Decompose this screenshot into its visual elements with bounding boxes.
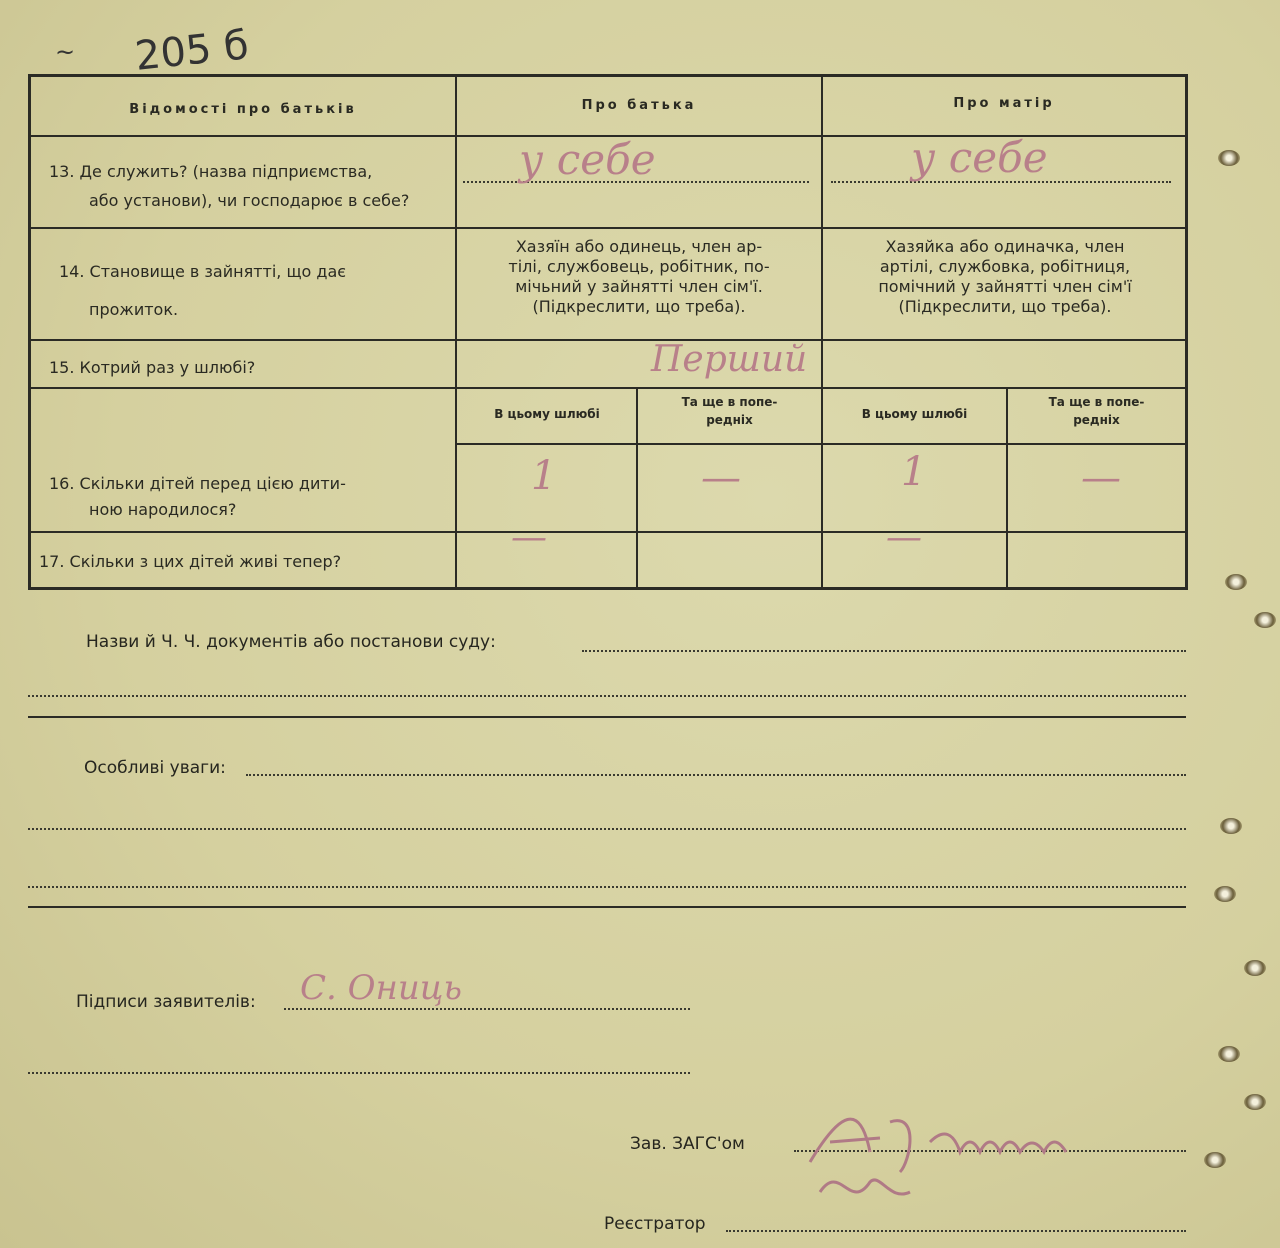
remarks-line [246, 774, 1186, 776]
table-divider [455, 77, 457, 587]
table-divider [31, 227, 1185, 229]
mother-children-alive-value: — [886, 517, 922, 558]
mother-option-line: (Підкреслити, що треба). [898, 297, 1112, 316]
mother-workplace-value: у себе [911, 133, 1048, 182]
mother-option-line: Хазяйка або одиначка, член [885, 237, 1125, 256]
header-father: Про батька [581, 98, 697, 113]
row15-label: 15. Котрий раз у шлюбі? [49, 358, 256, 377]
remarks-line [28, 886, 1186, 888]
father-children-this-value: 1 [531, 453, 557, 499]
table-divider [31, 387, 1185, 389]
registry-head-label: Зав. ЗАГС'ом [630, 1134, 745, 1154]
registrar-label: Реєстратор [604, 1214, 706, 1234]
row13-label-line1: 13. Де служить? (назва підприємства, [49, 162, 373, 181]
documents-line [582, 650, 1186, 652]
punch-hole [1218, 150, 1240, 166]
punch-hole [1218, 1046, 1240, 1062]
remarks-label: Особливі уваги: [84, 758, 226, 778]
section-divider [28, 716, 1186, 718]
registry-head-signature [800, 1102, 1140, 1212]
subhdr-line: редніх [706, 413, 753, 427]
row17-label: 17. Скільки з цих дітей живі тепер? [39, 552, 342, 571]
subhdr-mother-this: В цьому шлюбі [861, 407, 968, 421]
row14-label-line1: 14. Становище в зайнятті, що дає [59, 262, 347, 281]
applicant-signature-value: С. Ониць [300, 968, 463, 1008]
punch-hole [1244, 960, 1266, 976]
table-divider [31, 339, 1185, 341]
documents-line [28, 695, 1186, 697]
archive-mark: ~ [55, 38, 76, 66]
row14-label-line2: прожиток. [89, 300, 179, 319]
father-option-line: Хазяїн або одинець, член ар- [515, 237, 763, 256]
subhdr-line: Та ще в попе- [1048, 395, 1145, 409]
row16-label-line1: 16. Скільки дітей перед цією дити- [49, 474, 346, 493]
archive-number: 205 б [132, 22, 251, 80]
mother-option-line: помічний у зайнятті член сім'ї [878, 277, 1132, 296]
father-option-line: тілі, службовець, робітник, по- [508, 257, 770, 276]
remarks-line [28, 828, 1186, 830]
subhdr-line: редніх [1073, 413, 1120, 427]
punch-hole [1220, 818, 1242, 834]
table-divider [455, 443, 1185, 445]
subhdr-father-this: В цьому шлюбі [494, 407, 600, 421]
punch-hole [1254, 612, 1276, 628]
signatures-line [28, 1072, 690, 1074]
punch-hole [1244, 1094, 1266, 1110]
punch-hole [1225, 574, 1247, 590]
header-mother: Про матір [953, 96, 1055, 111]
subhdr-father-prev [638, 393, 821, 429]
subhdr-line: Та ще в попе- [681, 395, 778, 409]
table-divider [821, 77, 823, 587]
documents-label: Назви й Ч. Ч. документів або постанови суду: [86, 632, 496, 652]
row13-label-line2: або установи), чи господарює в себе? [89, 191, 410, 210]
marriage-count-value: Перший [651, 339, 808, 380]
father-option-line: (Підкреслити, що треба). [532, 297, 746, 316]
father-children-prev-value: — [701, 455, 741, 501]
father-children-alive-value: — [511, 517, 547, 558]
father-occupation-options [459, 237, 819, 317]
father-option-line: мічьний у зайнятті член сім'ї. [515, 277, 763, 296]
signatures-line [284, 1008, 690, 1010]
registrar-line [726, 1230, 1186, 1232]
signatures-label: Підписи заявителів: [76, 992, 256, 1012]
mother-occupation-options [825, 237, 1185, 317]
mother-children-this-value: 1 [901, 449, 927, 495]
mother-option-line: артілі, службовка, робітниця, [879, 257, 1131, 276]
father-workplace-value: у себе [519, 135, 656, 184]
row16-label-line2: ною народилося? [89, 500, 237, 519]
section-divider [28, 906, 1186, 908]
header-parents-info: Відомості про батьків [129, 102, 357, 117]
subhdr-mother-prev [1008, 393, 1185, 429]
punch-hole [1214, 886, 1236, 902]
parents-info-table [28, 74, 1188, 590]
table-divider [31, 531, 1185, 533]
punch-hole [1204, 1152, 1226, 1168]
mother-children-prev-value: — [1081, 455, 1121, 501]
